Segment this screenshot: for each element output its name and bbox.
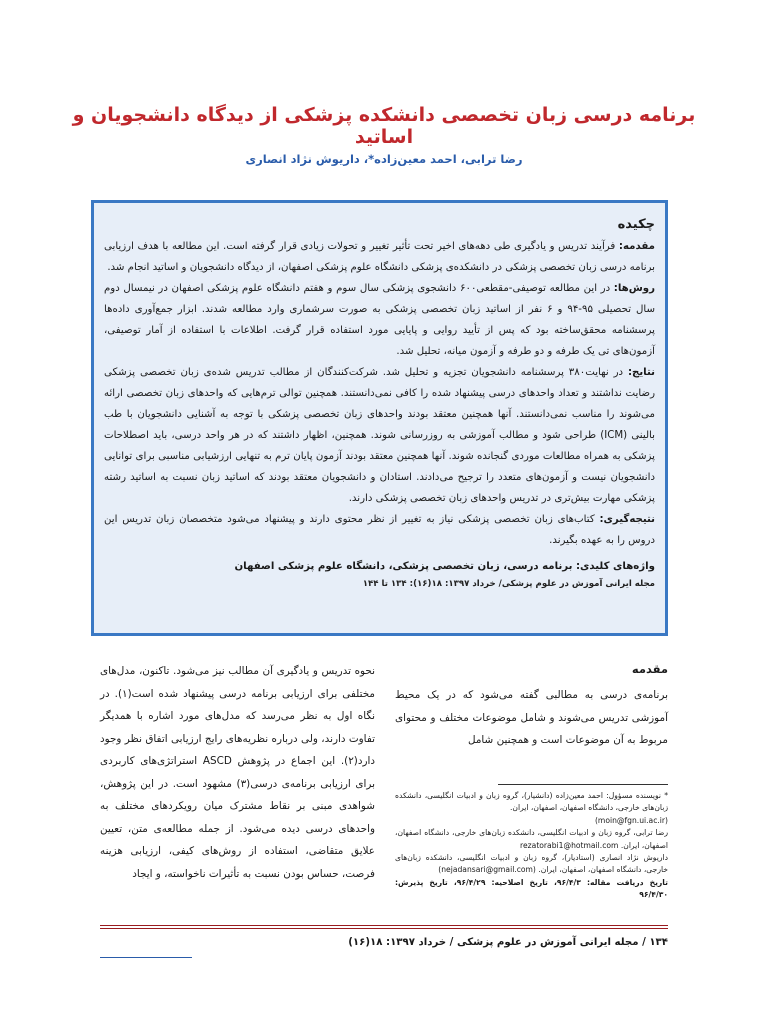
intro-paragraph-left: نحوه تدریس و یادگیری آن مطالب نیز می‌شود. تاکنون، مدل‌های مختلفی برای ارزیابی برنامه درسی پیشنهاد شده است(۱). در نگاه اول به نظر می‌رسد که مدل‌های مورد اشاره با همدیگر تفاوت دارند، ولی درباره نظریه‌های رایج ارزیابی اتفاق نظر وجود دارد(۲). این اجماع در پژوهش ASCD استراتژی‌های کاربردی برای ارزیابی برنامه‌ی درسی(۳) مشهود است. در این پژوهش، شواهدی مبنی بر نقاط مشترک میان رویکردهای مختلف به واحدهای درسی دیده می‌شود. از جمله مطالعه‌ی متن، تعیین علایق متقاضی، استفاده از روش‌های کیفی، ارزیابی هزینه فرصت، حساس بودن نسبت به تأثیرات ناخواسته، و ایجاد bbox=[100, 665, 376, 880]
author-list: رضا ترابی، احمد معین‌زاده*، داریوش نژاد انصاری bbox=[245, 152, 523, 166]
email-torabi-link[interactable]: rezatorabi1@hotmail.com bbox=[520, 840, 619, 850]
footer-rule-bottom bbox=[100, 928, 668, 929]
footer-rule-top bbox=[100, 925, 668, 926]
abstract-intro-label: مقدمه: bbox=[618, 241, 655, 252]
footnotes bbox=[395, 790, 668, 902]
footnote-ansari bbox=[395, 852, 668, 877]
abstract-conclusion bbox=[104, 509, 655, 551]
journal-citation: مجله ایرانی آموزش در علوم پزشکی/ خرداد ۱۳۹۷: ۱۸(۱۶): ۱۳۴ تا ۱۴۴ bbox=[362, 579, 655, 589]
intro-paragraph-right: برنامه‌ی درسی به مطالبی گفته می‌شود که در یک محیط آموزشی تدریس می‌شوند و شامل موضوعات مختلف و محتوای مربوط به آن موضوعات است و همچنین شامل bbox=[395, 689, 668, 746]
article-title: برنامه درسی زبان تخصصی دانشکده پزشکی از دیدگاه دانشجویان و اساتید bbox=[72, 104, 696, 148]
footnote-torabi bbox=[395, 827, 668, 852]
page-footer: ۱۳۴ / مجله ایرانی آموزش در علوم پزشکی / خرداد ۱۳۹۷: ۱۸(۱۶) bbox=[348, 937, 668, 948]
abstract-methods-text: در این مطالعه توصیفی-مقطعی۶۰۰ دانشجوی پزشکی سال سوم و هفتم دانشگاه علوم پزشکی اصفهان در نیمسال دوم سال تحصیلی ۹۵-۹۴ و ۶ نفر از اساتید زبان تخصصی پزشکی به صورت سرشماری وارد مطالعه شدند. ابزار جمع‌آوری داده‌ها پرسشنامه محقق‌ساخته بود که پس از تأیید روایی و پایایی مورد استفاده قرار گرفت. اطلاعات با استفاده از آمار توصیفی، آزمون‌های تی یک طرفه و دو طرفه و آزمون میانه، تحلیل شد. bbox=[104, 283, 655, 357]
abstract-conclusion-text: کتاب‌های زبان تخصصی پزشکی نیاز به تغییر از نظر محتوی دارند و پیشنهاد می‌شود متخصصان زبان تدریس این دروس را به عهده بگیرند. bbox=[104, 514, 655, 546]
keywords: واژه‌های کلیدی: برنامه درسی، زبان تخصصی پزشکی، دانشگاه علوم پزشکی اصفهان bbox=[234, 561, 655, 572]
abstract-conclusion-label: نتیجه‌گیری: bbox=[599, 514, 655, 525]
footnote-dates: تاریخ دریافت مقاله: ۹۶/۴/۳، تاریخ اصلاحیه: ۹۶/۴/۲۹، تاریخ پذیرش: ۹۶/۴/۳۰ bbox=[395, 877, 668, 900]
abstract-box bbox=[91, 200, 668, 636]
footnote-corresponding: * نویسنده مسؤول: احمد معین‌زاده (دانشیار)، گروه زبان و ادبیات انگلیسی، دانشکده زبان‌های خارجی، دانشگاه اصفهان، اصفهان، ایران. bbox=[395, 791, 668, 813]
footnote-email-moin bbox=[395, 815, 668, 827]
abstract-methods-label: روش‌ها: bbox=[613, 283, 655, 294]
abstract-results-text: در نهایت۳۸۰ پرسشنامه دانشجویان تجزیه و تحلیل شد. شرکت‌کنندگان از مطالب تدریس شده‌ی زبان تخصصی پزشکی رضایت نداشتند و تعداد واحدهای درسی پیشنهاد شده را کافی نمی‌دانستند. همچنین توالی ترم‌هایی که واحدهای زبان تخصصی ارائه می‌شوند را مناسب نمی‌دانستند. آنها همچنین معتقد بودند واحدهای زبان تخصصی پزشکی با توجه به آشنایی دانشجویان با طب بالینی (ICM) طراحی شود و مطالب آموزشی به روزرسانی شوند. همچنین، اظهار داشتند که در هر واحد درسی، باید اصطلاحات پزشکی به همراه مطالعات موردی گنجانده شوند. آنها همچنین معتقد بودند آزمون پایان ترم به تنهایی ارزشیابی مناسبی برای توانایی دانشجویان نیست و آزمون‌های متعدد را ترجیح می‌دادند. استادان و دانشجویان معتقد بودند که اساتید زبان نسبت به اساتید رشته پزشکی مهارت بیش‌تری در تدریس واحدهای زبان تخصصی پزشکی دارند. bbox=[104, 367, 655, 504]
email-ansari-link[interactable]: (nejadansari@gmail.com) bbox=[438, 865, 536, 875]
footnote-ansari-text: داریوش نژاد انصاری (استادیار)، گروه زبان و ادبیات انگلیسی، دانشکده زبان‌های خارجی، دانشگاه اصفهان، اصفهان، ایران. bbox=[395, 853, 668, 875]
email-moin-link[interactable]: (moin@fgn.ui.ac.ir) bbox=[594, 815, 668, 825]
intro-column-left bbox=[100, 660, 375, 885]
intro-column-right bbox=[395, 660, 668, 752]
footer-link-underline bbox=[100, 957, 192, 958]
abstract-intro bbox=[104, 236, 655, 278]
abstract-results bbox=[104, 362, 655, 509]
footnote-torabi-text: رضا ترابی، گروه زبان و ادبیات انگلیسی، دانشکده زبان‌های خارجی، دانشگاه اصفهان، اصفهان، ایران. bbox=[395, 828, 668, 850]
abstract-heading: چکیده bbox=[617, 217, 655, 232]
intro-heading: مقدمه bbox=[631, 662, 668, 676]
footnote-divider bbox=[498, 784, 668, 785]
abstract-results-label: نتایج: bbox=[627, 367, 655, 378]
abstract-intro-text: فرآیند تدریس و یادگیری طی دهه‌های اخیر تحت تأثیر تغییر و تحولات زیادی قرار گرفته است. این مطالعه با هدف ارزیابی برنامه درسی زبان تخصصی پزشکی در دانشکده‌ی پزشکی دانشگاه علوم پزشکی اصفهان، از دیدگاه دانشجویان و اساتید انجام شد. bbox=[104, 241, 655, 273]
abstract-methods bbox=[104, 278, 655, 362]
